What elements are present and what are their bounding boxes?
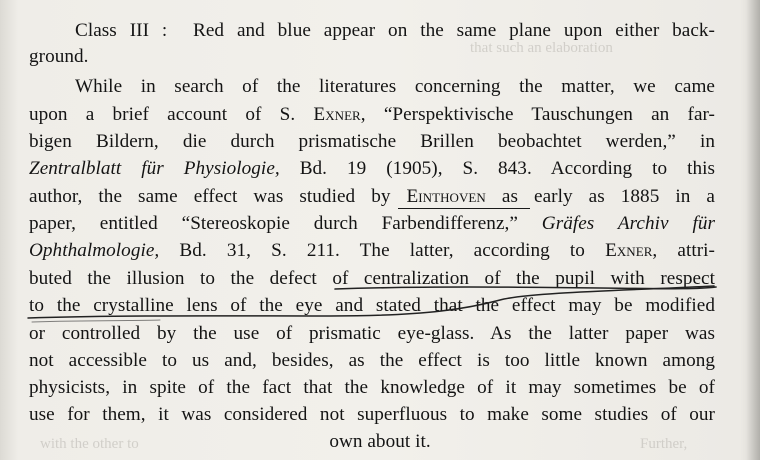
underline-mark xyxy=(32,320,160,322)
text-line: to the crystalline lens of the eye and stated that the effect may be modified xyxy=(29,295,715,316)
journal-title: Gräfes Archiv für xyxy=(541,213,715,234)
bleed-through-text: with the other to xyxy=(40,436,139,452)
underline-mark xyxy=(28,286,714,318)
author-name-exner: Exner xyxy=(605,240,653,261)
text-line: buted the illusion to the defect of centralization of the pupil with respect xyxy=(29,268,715,289)
journal-title: Ophthalmologie, xyxy=(29,240,160,261)
author-name-einthoven: Einthoven xyxy=(406,186,486,207)
text-span: Bd. 31, S. 211. The latter, according to xyxy=(159,240,606,261)
text-span: , attri- xyxy=(652,240,715,261)
page-edge-shadow xyxy=(746,0,760,460)
text-line: bigen Bildern, die durch prismatische Brillen beobachtet werden,” in xyxy=(29,131,715,152)
text-line: not accessible to us and, besides, as the effect is too little known among xyxy=(29,350,715,371)
class-description: Red and blue appear on the same plane upon either back- xyxy=(193,20,715,41)
text-span: upon a brief account of S. xyxy=(29,104,314,125)
text-span: author, the same effect was studied by xyxy=(29,186,407,207)
bleed-through-text: Further, xyxy=(640,436,688,452)
text-line: While in search of the literatures concerning the matter, we came xyxy=(75,76,715,97)
bleed-through-text: that such an elaboration xyxy=(470,40,613,56)
text-span: Bd. 19 (1905), S. 843. According to this xyxy=(279,158,715,179)
journal-title: Zentralblatt für Physiologie, xyxy=(29,158,280,179)
text-line: or controlled by the use of prismatic eye-glass. As the latter paper was xyxy=(29,323,715,344)
text-span: as early as 1885 in a xyxy=(485,186,715,207)
text-line: physicists, in spite of the fact that the knowledge of it may sometimes be of xyxy=(29,377,715,398)
text-span: paper, entitled “Stereoskopie durch Farbendifferenz,” xyxy=(29,213,542,234)
text-line: use for them, it was considered not superfluous to make some studies of our xyxy=(29,404,715,425)
author-name-exner: Exner xyxy=(313,104,361,125)
text-line: ground. xyxy=(29,46,89,67)
text-line: own about it. xyxy=(329,431,431,452)
class-label: Class III : xyxy=(75,20,168,41)
text-span: , “Perspektivische Tauschungen an far- xyxy=(360,104,716,125)
